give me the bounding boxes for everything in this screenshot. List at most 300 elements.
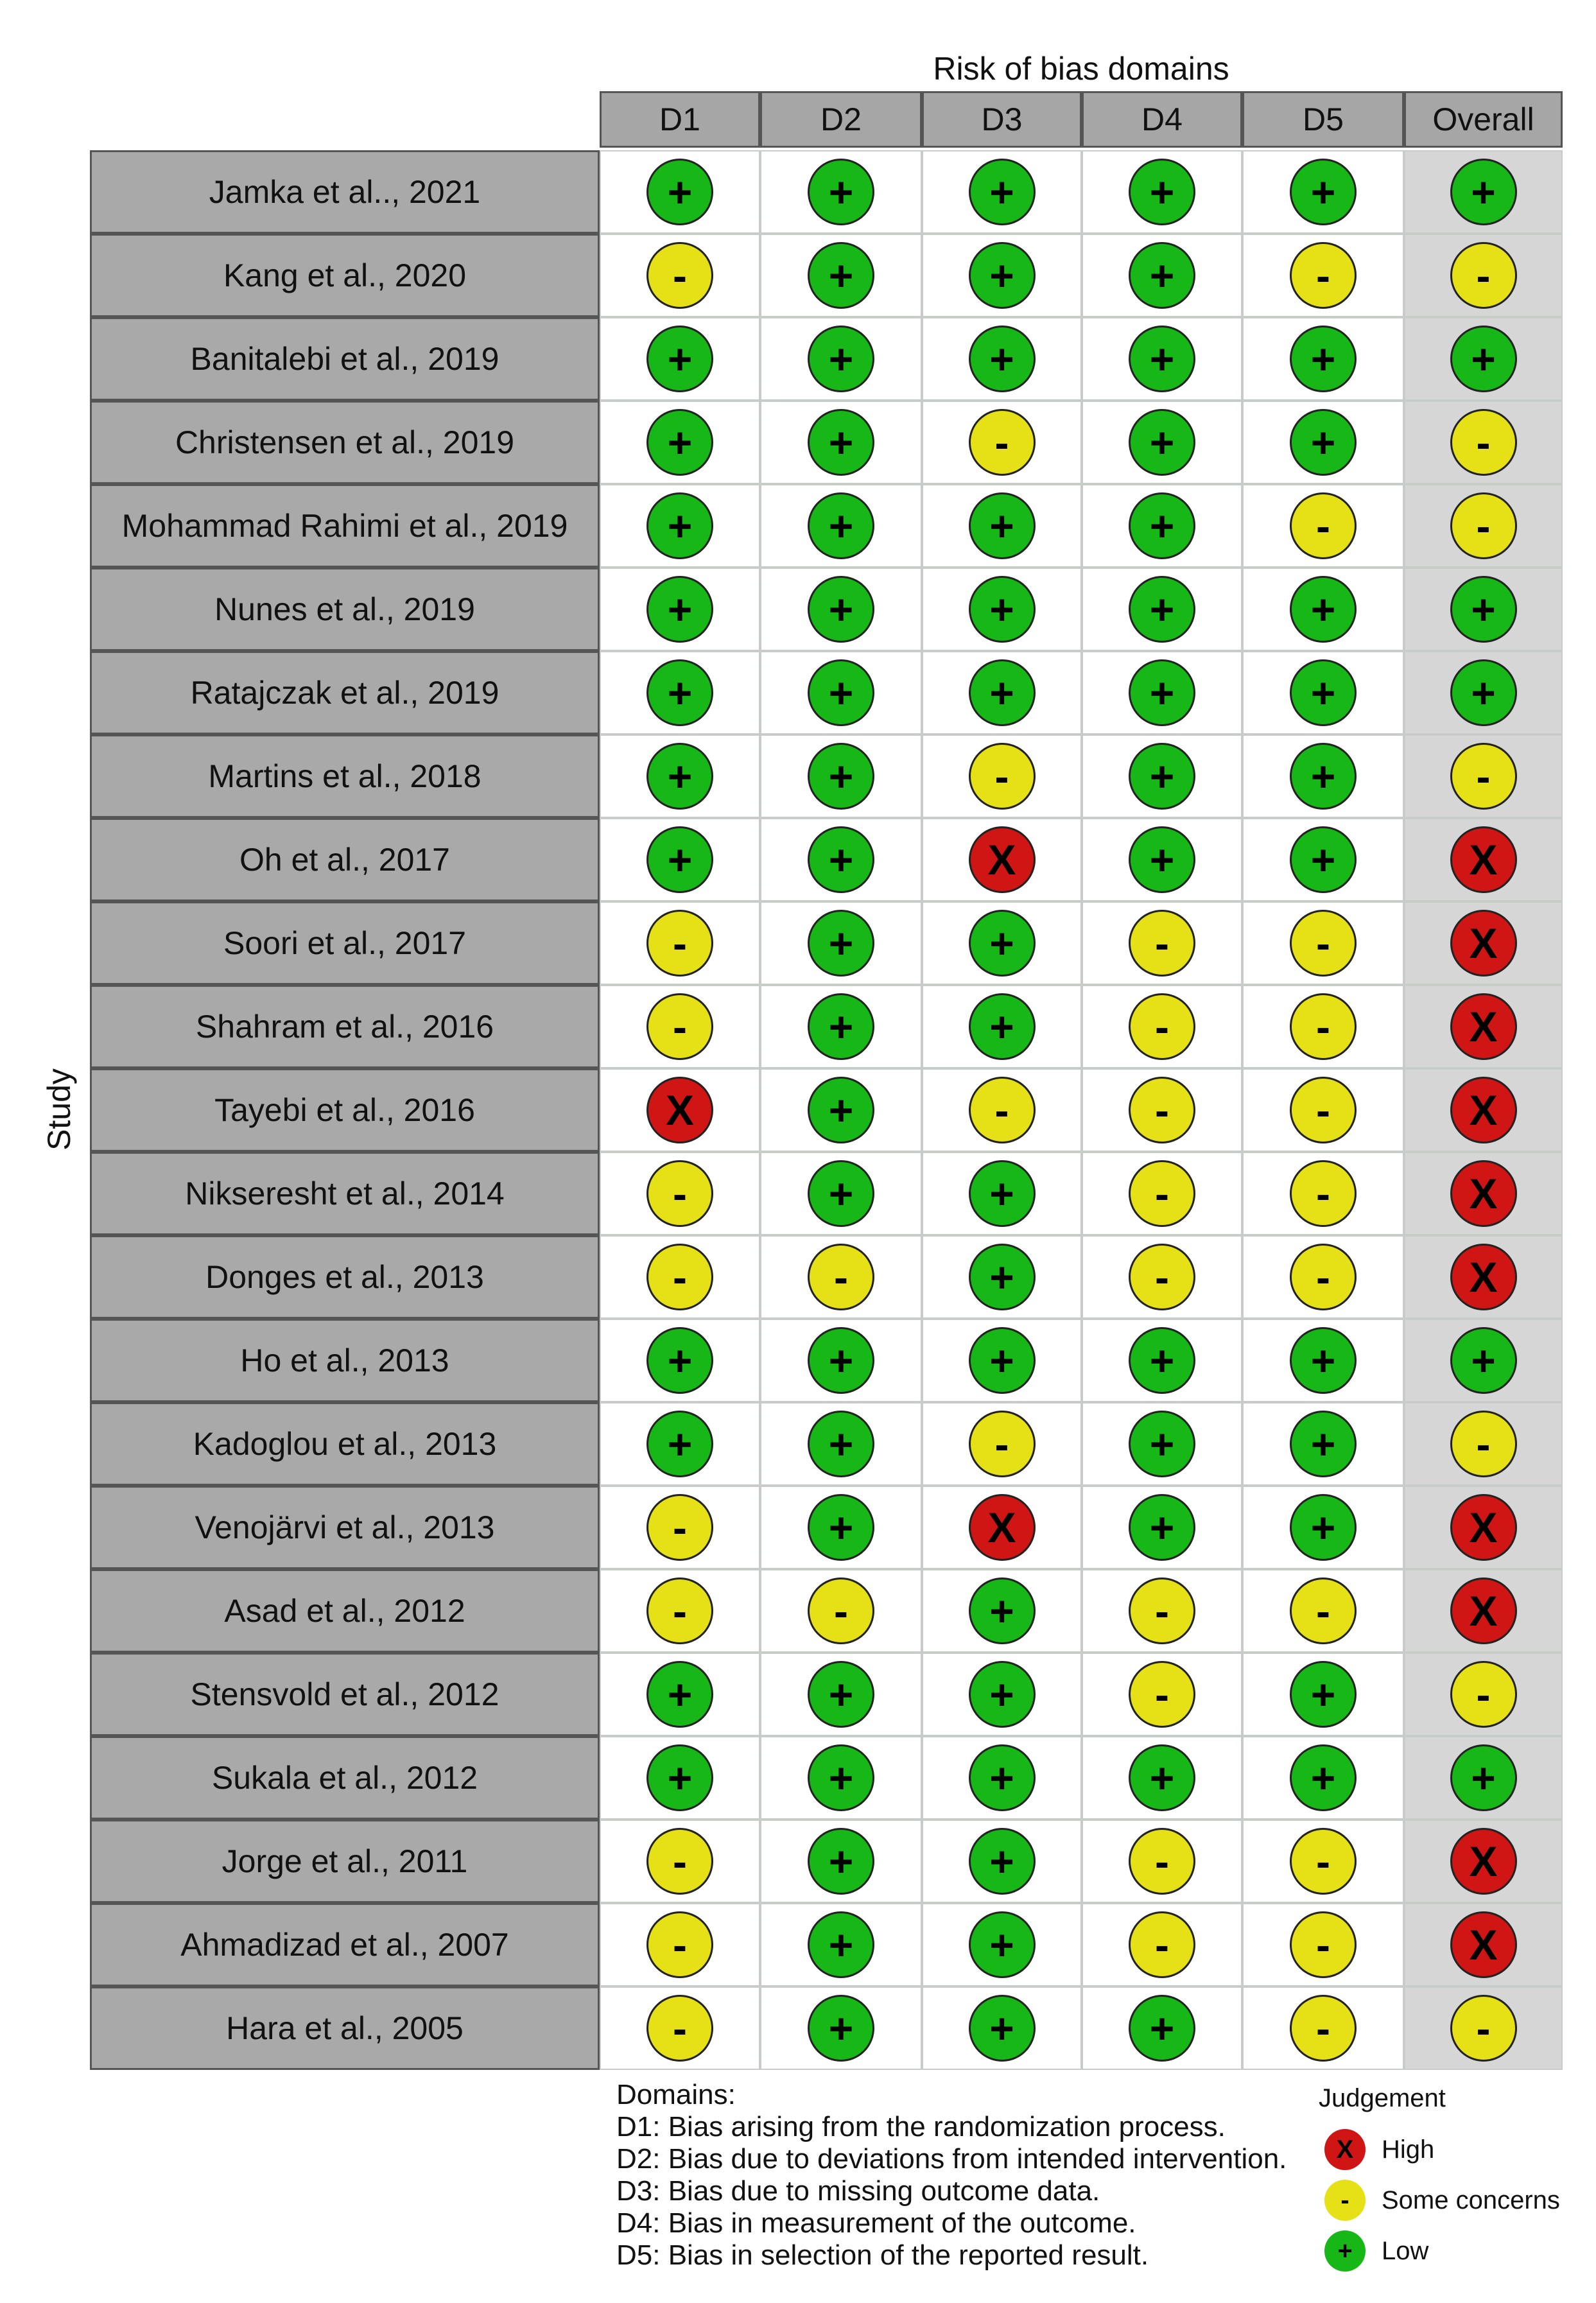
judgement-cell [1242, 1903, 1404, 1986]
low-risk-icon: + [808, 1744, 874, 1811]
low-risk-icon: + [808, 1411, 874, 1477]
judgement-cell [922, 1653, 1082, 1736]
judgement-cell [922, 901, 1082, 985]
high-risk-icon: X [1450, 1577, 1517, 1644]
judgement-cell [760, 1319, 922, 1402]
judgement-legend-label: High [1382, 2135, 1435, 2164]
low-risk-icon: + [1290, 659, 1357, 726]
low-risk-icon: + [808, 993, 874, 1060]
low-risk-icon: + [646, 409, 713, 476]
judgement-legend-label: Low [1382, 2237, 1429, 2265]
column-header-d1: D1 [600, 91, 760, 148]
judgement-cell [760, 734, 922, 818]
some-concerns-icon: - [1129, 1577, 1195, 1644]
low-risk-icon: + [969, 993, 1036, 1060]
low-risk-icon: + [1129, 326, 1195, 392]
judgement-cell [1082, 734, 1242, 818]
some-concerns-icon: - [1450, 1995, 1517, 2062]
judgement-cell [600, 1736, 760, 1820]
judgement-cell [1082, 651, 1242, 734]
study-label: Nikseresht et al., 2014 [90, 1152, 600, 1235]
low-risk-icon: + [1290, 409, 1357, 476]
some-concerns-icon: - [1450, 242, 1517, 309]
judgement-cell [760, 1653, 922, 1736]
judgement-cell [1404, 1903, 1563, 1986]
some-concerns-icon: - [646, 1577, 713, 1644]
low-risk-icon: + [969, 576, 1036, 643]
some-concerns-icon: - [1324, 2180, 1366, 2221]
some-concerns-icon: - [1450, 409, 1517, 476]
study-label: Asad et al., 2012 [90, 1569, 600, 1653]
study-label: Sukala et al., 2012 [90, 1736, 600, 1820]
judgement-cell [1082, 1486, 1242, 1569]
low-risk-icon: + [808, 409, 874, 476]
judgement-cell [1404, 150, 1563, 234]
judgement-cell [760, 317, 922, 401]
high-risk-icon: X [1450, 1911, 1517, 1978]
study-label: Ratajczak et al., 2019 [90, 651, 600, 734]
high-risk-icon: X [969, 826, 1036, 893]
low-risk-icon: + [646, 1411, 713, 1477]
some-concerns-icon: - [1450, 1661, 1517, 1728]
low-risk-icon: + [1129, 1494, 1195, 1561]
some-concerns-icon: - [1290, 1160, 1357, 1227]
low-risk-icon: + [808, 576, 874, 643]
low-risk-icon: + [808, 1160, 874, 1227]
judgement-cell [922, 1903, 1082, 1986]
judgement-cell [760, 1736, 922, 1820]
low-risk-icon: + [969, 659, 1036, 726]
judgement-cell [1404, 818, 1563, 901]
judgement-legend-heading: Judgement [1319, 2084, 1446, 2112]
judgement-cell [922, 1402, 1082, 1486]
low-risk-icon: + [969, 1577, 1036, 1644]
judgement-cell [1242, 1152, 1404, 1235]
low-risk-icon: + [808, 159, 874, 225]
judgement-cell [600, 1068, 760, 1152]
low-risk-icon: + [1450, 1744, 1517, 1811]
study-label: Christensen et al., 2019 [90, 401, 600, 484]
judgement-cell [1404, 401, 1563, 484]
domain-legend-item: D1: Bias arising from the randomization process. [616, 2111, 1226, 2142]
judgement-cell [922, 1986, 1082, 2070]
low-risk-icon: + [1129, 159, 1195, 225]
judgement-cell [1404, 484, 1563, 568]
judgement-cell [1242, 818, 1404, 901]
low-risk-icon: + [1129, 242, 1195, 309]
low-risk-icon: + [808, 659, 874, 726]
judgement-cell [600, 1152, 760, 1235]
judgement-cell [1082, 1736, 1242, 1820]
low-risk-icon: + [646, 1327, 713, 1394]
judgement-cell [1082, 985, 1242, 1068]
low-risk-icon: + [1290, 1494, 1357, 1561]
low-risk-icon: + [1129, 1327, 1195, 1394]
judgement-cell [760, 1068, 922, 1152]
low-risk-icon: + [1324, 2230, 1366, 2272]
low-risk-icon: + [646, 743, 713, 810]
low-risk-icon: + [1129, 826, 1195, 893]
low-risk-icon: + [646, 659, 713, 726]
domain-legend-item: D5: Bias in selection of the reported result. [616, 2239, 1149, 2271]
study-label: Jamka et al.., 2021 [90, 150, 600, 234]
study-label: Shahram et al., 2016 [90, 985, 600, 1068]
column-header-d2: D2 [760, 91, 922, 148]
low-risk-icon: + [969, 1160, 1036, 1227]
some-concerns-icon: - [1290, 1995, 1357, 2062]
low-risk-icon: + [1450, 659, 1517, 726]
judgement-cell [1082, 1152, 1242, 1235]
judgement-cell [600, 734, 760, 818]
some-concerns-icon: - [1129, 1077, 1195, 1143]
some-concerns-icon: - [1129, 1828, 1195, 1895]
study-label: Mohammad Rahimi et al., 2019 [90, 484, 600, 568]
judgement-cell [600, 651, 760, 734]
some-concerns-icon: - [1129, 1661, 1195, 1728]
low-risk-icon: + [969, 1661, 1036, 1728]
some-concerns-icon: - [1450, 492, 1517, 559]
judgement-cell [1404, 1486, 1563, 1569]
judgement-cell [760, 401, 922, 484]
judgement-cell [1404, 1235, 1563, 1319]
judgement-cell [922, 734, 1082, 818]
some-concerns-icon: - [1290, 1577, 1357, 1644]
judgement-cell [1242, 901, 1404, 985]
judgement-cell [922, 1820, 1082, 1903]
low-risk-icon: + [808, 1077, 874, 1143]
some-concerns-icon: - [646, 1995, 713, 2062]
judgement-cell [1404, 1402, 1563, 1486]
judgement-cell [1404, 234, 1563, 317]
low-risk-icon: + [1290, 1744, 1357, 1811]
some-concerns-icon: - [1129, 1160, 1195, 1227]
study-label: Hara et al., 2005 [90, 1986, 600, 2070]
study-label: Oh et al., 2017 [90, 818, 600, 901]
low-risk-icon: + [1290, 1327, 1357, 1394]
judgement-cell [1404, 1986, 1563, 2070]
some-concerns-icon: - [646, 1828, 713, 1895]
some-concerns-icon: - [1290, 1077, 1357, 1143]
low-risk-icon: + [808, 826, 874, 893]
low-risk-icon: + [1290, 743, 1357, 810]
judgement-cell [1082, 1569, 1242, 1653]
judgement-cell [922, 1486, 1082, 1569]
judgement-cell [1082, 1986, 1242, 2070]
low-risk-icon: + [808, 1911, 874, 1978]
low-risk-icon: + [808, 1828, 874, 1895]
low-risk-icon: + [646, 492, 713, 559]
low-risk-icon: + [1129, 1744, 1195, 1811]
judgement-cell [1242, 1736, 1404, 1820]
judgement-cell [760, 234, 922, 317]
judgement-cell [1404, 1068, 1563, 1152]
some-concerns-icon: - [646, 1160, 713, 1227]
low-risk-icon: + [1450, 1327, 1517, 1394]
judgement-cell [1242, 1653, 1404, 1736]
judgement-cell [760, 1486, 922, 1569]
judgement-cell [600, 901, 760, 985]
judgement-cell [1082, 401, 1242, 484]
judgement-cell [922, 1319, 1082, 1402]
low-risk-icon: + [646, 1744, 713, 1811]
judgement-cell [760, 651, 922, 734]
some-concerns-icon: - [1129, 993, 1195, 1060]
judgement-cell [600, 1986, 760, 2070]
low-risk-icon: + [646, 326, 713, 392]
judgement-cell [1242, 317, 1404, 401]
some-concerns-icon: - [1129, 1244, 1195, 1310]
study-label: Kang et al., 2020 [90, 234, 600, 317]
high-risk-icon: X [1450, 826, 1517, 893]
judgement-cell [922, 150, 1082, 234]
some-concerns-icon: - [1290, 492, 1357, 559]
judgement-cell [600, 317, 760, 401]
low-risk-icon: + [969, 492, 1036, 559]
judgement-cell [1082, 317, 1242, 401]
study-label: Donges et al., 2013 [90, 1235, 600, 1319]
some-concerns-icon: - [969, 1411, 1036, 1477]
judgement-cell [1082, 1653, 1242, 1736]
judgement-cell [600, 1486, 760, 1569]
judgement-cell [1082, 234, 1242, 317]
column-header-d5: D5 [1242, 91, 1404, 148]
low-risk-icon: + [969, 1244, 1036, 1310]
low-risk-icon: + [1290, 1661, 1357, 1728]
judgement-cell [1082, 1235, 1242, 1319]
low-risk-icon: + [808, 326, 874, 392]
judgement-cell [600, 985, 760, 1068]
low-risk-icon: + [1290, 1411, 1357, 1477]
judgement-cell [922, 1569, 1082, 1653]
low-risk-icon: + [808, 910, 874, 977]
low-risk-icon: + [808, 743, 874, 810]
judgement-cell [1404, 1569, 1563, 1653]
y-axis-label: Study [41, 1068, 77, 1151]
judgement-cell [1082, 568, 1242, 651]
judgement-cell [1242, 1068, 1404, 1152]
judgement-cell [1082, 484, 1242, 568]
low-risk-icon: + [969, 1911, 1036, 1978]
judgement-cell [1404, 1319, 1563, 1402]
judgement-cell [600, 568, 760, 651]
judgement-cell [600, 150, 760, 234]
judgement-cell [922, 484, 1082, 568]
judgement-cell [600, 818, 760, 901]
judgement-cell [760, 1820, 922, 1903]
low-risk-icon: + [969, 1327, 1036, 1394]
some-concerns-icon: - [1129, 910, 1195, 977]
study-label: Martins et al., 2018 [90, 734, 600, 818]
judgement-cell [760, 568, 922, 651]
some-concerns-icon: - [808, 1577, 874, 1644]
some-concerns-icon: - [646, 1494, 713, 1561]
judgement-cell [1404, 1736, 1563, 1820]
judgement-cell [1404, 1653, 1563, 1736]
judgement-cell [600, 1903, 760, 1986]
judgement-cell [600, 1235, 760, 1319]
judgement-cell [1082, 150, 1242, 234]
some-concerns-icon: - [646, 993, 713, 1060]
judgement-cell [1404, 901, 1563, 985]
judgement-cell [922, 651, 1082, 734]
low-risk-icon: + [646, 576, 713, 643]
low-risk-icon: + [1290, 576, 1357, 643]
judgement-legend-label: Some concerns [1382, 2186, 1560, 2214]
some-concerns-icon: - [646, 1244, 713, 1310]
high-risk-icon: X [1450, 1494, 1517, 1561]
judgement-cell [600, 1569, 760, 1653]
judgement-cell [1404, 317, 1563, 401]
judgement-cell [1242, 150, 1404, 234]
judgement-cell [760, 985, 922, 1068]
judgement-cell [922, 985, 1082, 1068]
low-risk-icon: + [1129, 409, 1195, 476]
high-risk-icon: X [1450, 1244, 1517, 1310]
some-concerns-icon: - [1290, 1828, 1357, 1895]
judgement-cell [1404, 651, 1563, 734]
study-label: Tayebi et al., 2016 [90, 1068, 600, 1152]
study-label: Kadoglou et al., 2013 [90, 1402, 600, 1486]
judgement-cell [922, 1068, 1082, 1152]
low-risk-icon: + [969, 242, 1036, 309]
some-concerns-icon: - [1290, 993, 1357, 1060]
judgement-cell [760, 818, 922, 901]
judgement-cell [1082, 1319, 1242, 1402]
some-concerns-icon: - [1450, 1411, 1517, 1477]
judgement-cell [1242, 1402, 1404, 1486]
low-risk-icon: + [969, 326, 1036, 392]
study-label: Nunes et al., 2019 [90, 568, 600, 651]
low-risk-icon: + [808, 1327, 874, 1394]
judgement-cell [1082, 1903, 1242, 1986]
judgement-cell [1242, 234, 1404, 317]
judgement-cell [600, 1820, 760, 1903]
low-risk-icon: + [1290, 826, 1357, 893]
judgement-cell [922, 568, 1082, 651]
judgement-cell [760, 150, 922, 234]
judgement-cell [1082, 1402, 1242, 1486]
judgement-cell [1242, 1569, 1404, 1653]
low-risk-icon: + [1129, 659, 1195, 726]
study-label: Ho et al., 2013 [90, 1319, 600, 1402]
judgement-cell [1242, 484, 1404, 568]
judgement-cell [600, 1653, 760, 1736]
judgement-cell [1082, 1820, 1242, 1903]
judgement-cell [600, 1319, 760, 1402]
study-label: Stensvold et al., 2012 [90, 1653, 600, 1736]
low-risk-icon: + [808, 1661, 874, 1728]
low-risk-icon: + [1129, 576, 1195, 643]
some-concerns-icon: - [808, 1244, 874, 1310]
judgement-cell [1242, 1235, 1404, 1319]
judgement-cell [922, 317, 1082, 401]
some-concerns-icon: - [969, 743, 1036, 810]
some-concerns-icon: - [1290, 242, 1357, 309]
judgement-cell [1242, 1986, 1404, 2070]
study-label: Jorge et al., 2011 [90, 1820, 600, 1903]
high-risk-icon: X [969, 1494, 1036, 1561]
low-risk-icon: + [1290, 159, 1357, 225]
low-risk-icon: + [808, 1995, 874, 2062]
judgement-cell [1242, 734, 1404, 818]
high-risk-icon: X [1450, 910, 1517, 977]
judgement-cell [1082, 1068, 1242, 1152]
judgement-cell [600, 1402, 760, 1486]
judgement-cell [1082, 901, 1242, 985]
some-concerns-icon: - [1129, 1911, 1195, 1978]
judgement-cell [1404, 1152, 1563, 1235]
judgement-cell [1242, 651, 1404, 734]
some-concerns-icon: - [646, 1911, 713, 1978]
judgement-cell [760, 901, 922, 985]
high-risk-icon: X [1450, 1828, 1517, 1895]
study-label: Banitalebi et al., 2019 [90, 317, 600, 401]
judgement-cell [922, 1736, 1082, 1820]
some-concerns-icon: - [646, 910, 713, 977]
chart-title: Risk of bias domains [933, 51, 1229, 87]
domain-legend-item: D3: Bias due to missing outcome data. [616, 2175, 1100, 2207]
judgement-cell [1404, 1820, 1563, 1903]
judgement-cell [1242, 1820, 1404, 1903]
low-risk-icon: + [969, 1995, 1036, 2062]
judgement-cell [600, 401, 760, 484]
judgement-cell [922, 234, 1082, 317]
judgement-cell [1242, 1486, 1404, 1569]
low-risk-icon: + [1129, 743, 1195, 810]
judgement-cell [922, 401, 1082, 484]
judgement-cell [1242, 568, 1404, 651]
low-risk-icon: + [646, 1661, 713, 1728]
low-risk-icon: + [1129, 492, 1195, 559]
judgement-cell [760, 484, 922, 568]
judgement-cell [600, 484, 760, 568]
high-risk-icon: X [1324, 2129, 1366, 2170]
study-label: Soori et al., 2017 [90, 901, 600, 985]
judgement-cell [760, 1903, 922, 1986]
judgement-cell [1242, 1319, 1404, 1402]
some-concerns-icon: - [969, 1077, 1036, 1143]
low-risk-icon: + [808, 492, 874, 559]
high-risk-icon: X [646, 1077, 713, 1143]
judgement-cell [760, 1569, 922, 1653]
judgement-cell [600, 234, 760, 317]
judgement-cell [922, 1152, 1082, 1235]
judgement-cell [760, 1986, 922, 2070]
judgement-cell [922, 818, 1082, 901]
low-risk-icon: + [969, 159, 1036, 225]
some-concerns-icon: - [1290, 1244, 1357, 1310]
judgement-cell [1242, 401, 1404, 484]
domain-legend-item: D2: Bias due to deviations from intended intervention. [616, 2143, 1287, 2175]
column-header-d4: D4 [1082, 91, 1242, 148]
judgement-cell [760, 1402, 922, 1486]
low-risk-icon: + [1129, 1411, 1195, 1477]
judgement-cell [760, 1235, 922, 1319]
some-concerns-icon: - [969, 409, 1036, 476]
high-risk-icon: X [1450, 1077, 1517, 1143]
study-label: Venojärvi et al., 2013 [90, 1486, 600, 1569]
judgement-cell [1082, 818, 1242, 901]
judgement-cell [760, 1152, 922, 1235]
low-risk-icon: + [1450, 326, 1517, 392]
low-risk-icon: + [646, 159, 713, 225]
low-risk-icon: + [969, 1828, 1036, 1895]
judgement-cell [1242, 985, 1404, 1068]
high-risk-icon: X [1450, 1160, 1517, 1227]
low-risk-icon: + [1290, 326, 1357, 392]
some-concerns-icon: - [1290, 1911, 1357, 1978]
some-concerns-icon: - [646, 242, 713, 309]
